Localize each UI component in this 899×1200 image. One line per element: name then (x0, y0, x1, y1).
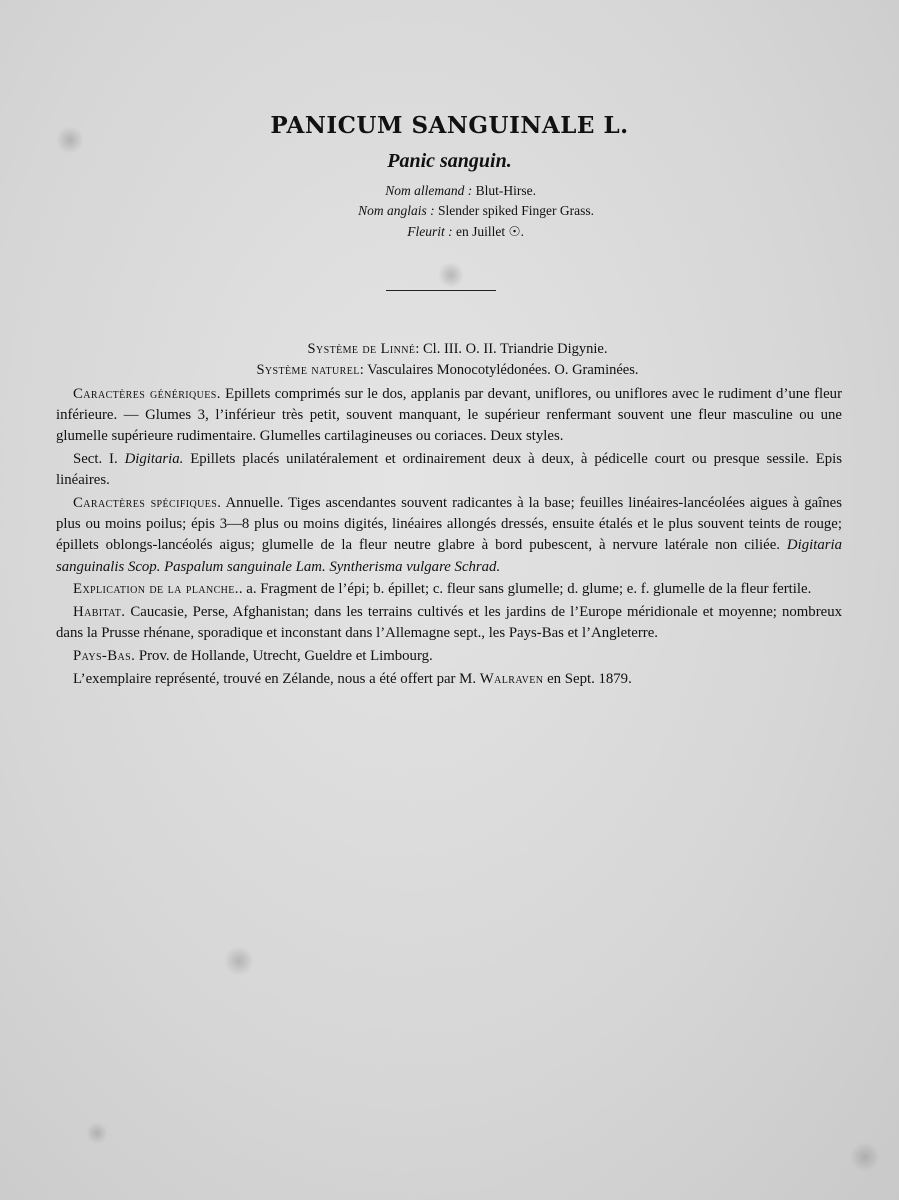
paragraph-caracteres-generiques (56, 384, 842, 448)
systeme-linne-line (8, 341, 899, 358)
paragraph-explication (56, 579, 842, 600)
page-subtitle: Panic sanguin. (387, 150, 512, 172)
systeme-naturel-line (0, 362, 897, 379)
nom-allemand-value: Blut-Hirse. (475, 183, 536, 198)
paragraph-section (56, 449, 842, 491)
generiques-label: Caractères génériques. (73, 386, 221, 402)
exemplaire-end: en Sept. 1879. (543, 670, 632, 687)
description-body (56, 384, 842, 691)
exemplaire-text: L’exemplaire représenté, trouvé en Zélande, nous a été offert par M. (73, 670, 480, 687)
paper-spot (438, 262, 464, 288)
systeme-linne-label: Système de Linné (307, 341, 416, 357)
explication-label: Explication de la planche. (73, 581, 239, 598)
fleurit-line (300, 224, 524, 240)
paper-spot (86, 1122, 108, 1144)
specifiques-text: Annuelle. Tiges ascendantes souvent radicantes à la base; feuilles linéaires-lancéolées aigues à gaînes plus ou moins poilus; épis 3—8 plus ou moins digités, linéaires allongés dressés, ensuite étalés et le plus souvent teints de rouge; épillets oblongs-lancéolés aigus; glumelle de la fleur neutre glabre à bord pubescent, à nervure latérale non ciliée. (56, 495, 842, 554)
systeme-linne-value: : Cl. III. O. II. Triandrie Digynie. (415, 341, 608, 357)
paragraph-exemplaire (56, 669, 842, 690)
sect-text: Epillets placés unilatéralement et ordinairement deux à deux, à pédicelle court ou presque sessile. Epis linéaires. (56, 451, 842, 489)
fleurit-value: en Juillet ☉. (456, 224, 524, 239)
exemplaire-name: Walraven (479, 670, 544, 687)
nom-allemand-line (300, 183, 536, 199)
sect-name: Digitaria. (117, 451, 184, 468)
habitat-label: Habitat. (73, 604, 126, 621)
paragraph-pays-bas (56, 646, 842, 667)
habitat-text: Caucasie, Perse, Afghanistan; dans les terrains cultivés et les jardins de l’Europe méridionale et moyenne; nombreux dans la Prusse rhénane, sporadique et inconstant dans l’Allemagne sept., les Pays-Bas et l’Angleterre. (56, 604, 842, 642)
specifiques-synonyms: Digitaria sanguinalis Scop. Paspalum sanguinale Lam. Syntherisma vulgare Schrad. (56, 537, 842, 575)
paysbas-text: Prov. de Hollande, Utrecht, Gueldre et Limbourg. (135, 647, 433, 664)
systeme-naturel-label: Système naturel (256, 362, 360, 378)
paper-spot (850, 1142, 880, 1172)
explication-text: . a. Fragment de l’épi; b. épillet; c. fleur sans glumelle; d. glume; e. f. glumelle de la fleur fertile. (238, 581, 812, 598)
sect-label: Sect. I. (73, 451, 118, 468)
paysbas-label: Pays-Bas. (73, 647, 136, 664)
nom-anglais-value: Slender spiked Finger Grass. (438, 203, 594, 218)
paper-spot (224, 946, 254, 976)
paragraph-habitat (56, 602, 842, 644)
nom-anglais-label: Nom anglais : (358, 203, 435, 218)
specifiques-label: Caractères spécifiques. (73, 495, 222, 512)
nom-anglais-line (272, 203, 594, 219)
systeme-naturel-value: : Vasculaires Monocotylédonées. O. Graminées. (359, 362, 639, 378)
divider-rule (386, 290, 496, 291)
paragraph-caracteres-specifiques (56, 493, 842, 578)
fleurit-label: Fleurit : (407, 224, 453, 239)
page-title: PANICUM SANGUINALE L. (270, 112, 629, 139)
nom-allemand-label: Nom allemand : (385, 183, 473, 198)
generiques-text: Epillets comprimés sur le dos, applanis par devant, uniflores, ou uniflores avec le rudiment d’une fleur inférieure. — Glumes 3, l’inférieur très petit, souvent manquant, le supérieur renfermant souvent une fleur masculine ou une glumelle supérieure rudimentaire. Glumelles cartilagineuses ou coriaces. Deux styles. (56, 386, 842, 445)
